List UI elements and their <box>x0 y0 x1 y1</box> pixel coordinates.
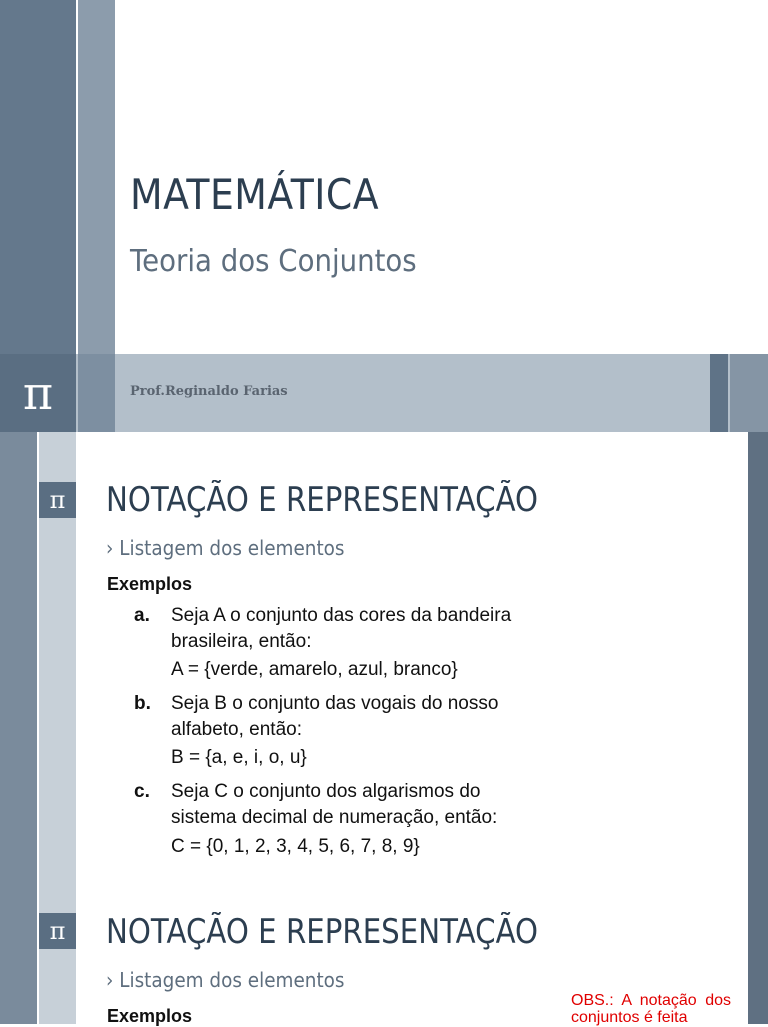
pi-icon: π <box>39 913 76 949</box>
item-text: Seja C o conjunto dos algarismos do sistema decimal de numeração, então: <box>171 781 498 828</box>
list-item <box>134 779 534 831</box>
slide3-left-bar <box>0 866 37 1024</box>
list-item <box>134 603 534 655</box>
pi-icon: π <box>0 354 76 432</box>
bullet-text: › Listagem dos elementos <box>106 968 345 992</box>
bullet-text: › Listagem dos elementos <box>106 536 345 560</box>
item-text: Seja A o conjunto das cores da bandeira brasileira, então: <box>171 605 512 652</box>
author-band-accent <box>78 354 115 432</box>
list-item <box>134 691 534 743</box>
slide2-left-bar <box>0 432 37 866</box>
examples-label: Exemplos <box>107 1006 193 1026</box>
band-right-accent <box>710 354 728 432</box>
author-band <box>0 354 768 432</box>
item-label: a. <box>134 605 150 626</box>
obs-note: OBS.: A notação dos conjuntos é feita <box>571 992 731 1026</box>
slide3-right-bar <box>748 866 768 1024</box>
slide-title: MATEMÁTICA <box>130 170 380 219</box>
set-notation: B = {a, e, i, o, u} <box>171 747 307 768</box>
slide-subtitle: Teoria dos Conjuntos <box>130 244 417 279</box>
author-name: Prof.Reginaldo Farias <box>130 384 288 399</box>
slide2-right-bar <box>748 432 768 866</box>
item-label: b. <box>134 693 151 714</box>
section-heading: NOTAÇÃO E REPRESENTAÇÃO <box>106 480 539 520</box>
title-left-bar-light <box>78 0 115 354</box>
item-text: Seja B o conjunto das vogais do nosso alfabeto, então: <box>171 693 499 740</box>
pi-icon: π <box>39 482 76 518</box>
examples-label: Exemplos <box>107 574 193 594</box>
set-notation: A = {verde, amarelo, azul, branco} <box>171 659 458 680</box>
item-label: c. <box>134 781 150 802</box>
section-heading: NOTAÇÃO E REPRESENTAÇÃO <box>106 912 539 952</box>
title-left-bar <box>0 0 76 354</box>
band-right-block <box>730 354 768 432</box>
set-notation: C = {0, 1, 2, 3, 4, 5, 6, 7, 8, 9} <box>171 836 420 857</box>
